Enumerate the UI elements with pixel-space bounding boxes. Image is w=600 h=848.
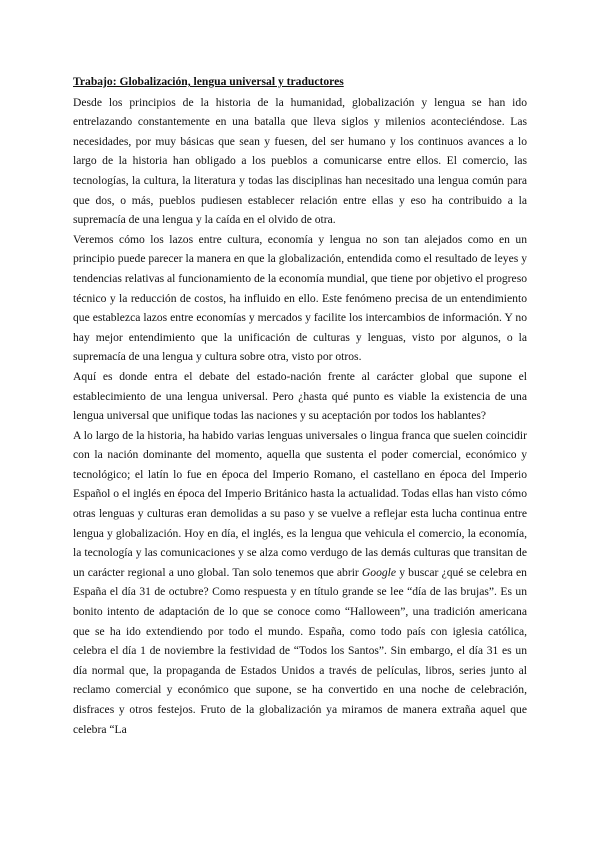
paragraph-history: [73, 426, 527, 740]
paragraph-economy: Veremos cómo los lazos entre cultura, economía y lengua no son tan alejados como en un principio puede parecer la manera en que la globalización, entendida como el resultado de leyes y tendencias relativas al funcionamiento de la economía mundial, que tiene por objetivo el progreso técnico y la reducción de costos, ha influido en ello. Este fenómeno precisa de un entendimiento que establezca lazos entre economías y mercados y facilite los intercambios de información. Y no hay mejor entendimiento que la unificación de culturas y lenguas, visto por algunos, o la supremacía de una lengua y cultura sobre otra, visto por otros.: [73, 232, 527, 364]
document-title: Trabajo: Globalización, lengua universal y traductores: [73, 75, 344, 88]
paragraph-history-text-1: A lo largo de la historia, ha habido varias lenguas universales o lingua franca que suelen coincidir con la nación dominante del momento, aquella que sustenta el poder comercial, económico y tecnológico; el latín lo fue en época del Imperio Romano, el castellano en época del Imperio Español o el inglés en época del Imperio Británico hasta la actualidad. Todas ellas han visto cómo otras lenguas y culturas eran demolidas a su paso y se vuelve a reflejar esta lucha continua entre lengua y globalización. Hoy en día, el inglés, es la lengua que vehicula el comercio, la economía, la tecnología y las comunicaciones y se alza como verdugo de las demás culturas que transitan de un carácter regional a uno global. Tan solo tenemos que abrir: [73, 428, 527, 579]
paragraph-debate: Aquí es donde entra el debate del estado-nación frente al carácter global que supone el establecimiento de una lengua universal. Pero ¿hasta qué punto es viable la existencia de una lengua universal que unifique todas las naciones y su aceptación por todos los hablantes?: [73, 369, 527, 423]
paragraph-history-text-2: y buscar ¿qué se celebra en España el día 31 de octubre? Como respuesta y en título grande se lee “día de las brujas”. Es un bonito intento de adaptación de lo que se conoce como “Halloween”, una tradición americana que se ha ido extendiendo por todo el mundo. España, como todo país con iglesia católica, celebra el día 1 de noviembre la festividad de “Todos los Santos”. Sin embargo, el día 31 es un día normal que, la propaganda de Estados Unidos a través de películas, libros, series junto al reclamo comercial y económico que supone, se ha convertido en una noche de celebración, disfraces y otros festejos. Fruto de la globalización ya miramos de manera extraña aquel que celebra “La: [73, 565, 527, 736]
document-page: [73, 72, 527, 739]
paragraph-intro: Desde los principios de la historia de la humanidad, globalización y lengua se han ido entrelazando constantemente en una batalla que lleva siglos y milenios aconteciéndose. Las necesidades, por muy básicas que sean y fuesen, del ser humano y los continuos avances a lo largo de la historia han obligado a los pueblos a comunicarse entre ellos. El comercio, las tecnologías, la cultura, la literatura y todas las disciplinas han necesitado una lengua común para que dos, o más, pueblos pudiesen establecer relación entre ellas y eso ha contribuido a la supremacía de una lengua y la caída en el olvido de otra.: [73, 95, 527, 227]
google-emphasis: Google: [361, 565, 397, 579]
